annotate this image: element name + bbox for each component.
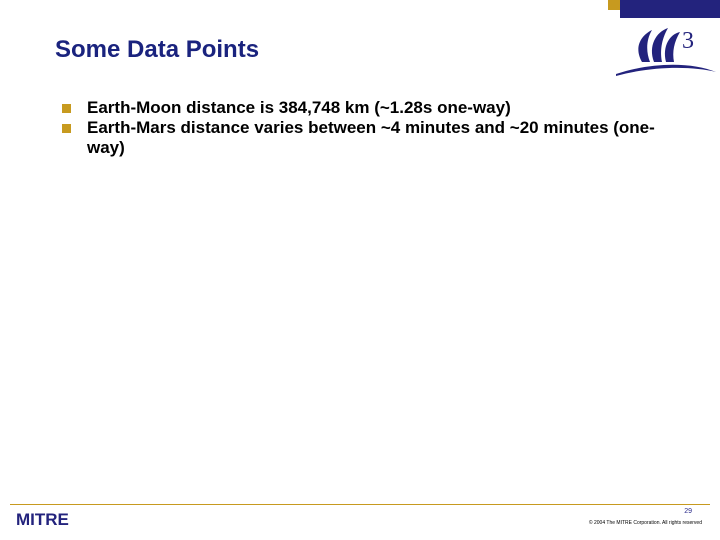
swoosh-logo: [612, 0, 720, 78]
copyright-notice: © 2004 The MITRE Corporation. All rights reserved: [588, 520, 702, 526]
mitre-logo-text: MITRE: [16, 510, 69, 528]
bullet-square-icon: [62, 104, 71, 113]
bullet-text-2: Earth-Mars distance varies between ~4 minutes and ~20 minutes (one-way): [87, 118, 655, 157]
page-number: 29: [684, 508, 692, 515]
bullet-list: [62, 98, 662, 158]
bullet-item-2: [62, 118, 662, 158]
footer-divider: [10, 504, 710, 505]
logo-number: 3: [682, 28, 694, 54]
bullet-text-1: Earth-Moon distance is 384,748 km (~1.28s one-way): [87, 98, 511, 117]
mitre-logo-icon: [16, 510, 78, 528]
slide-title: Some Data Points: [55, 36, 260, 63]
bullet-square-icon: [62, 124, 71, 133]
bullet-item-1: [62, 98, 662, 118]
swoosh-logo-icon: [612, 0, 720, 78]
mitre-logo: [16, 510, 78, 533]
